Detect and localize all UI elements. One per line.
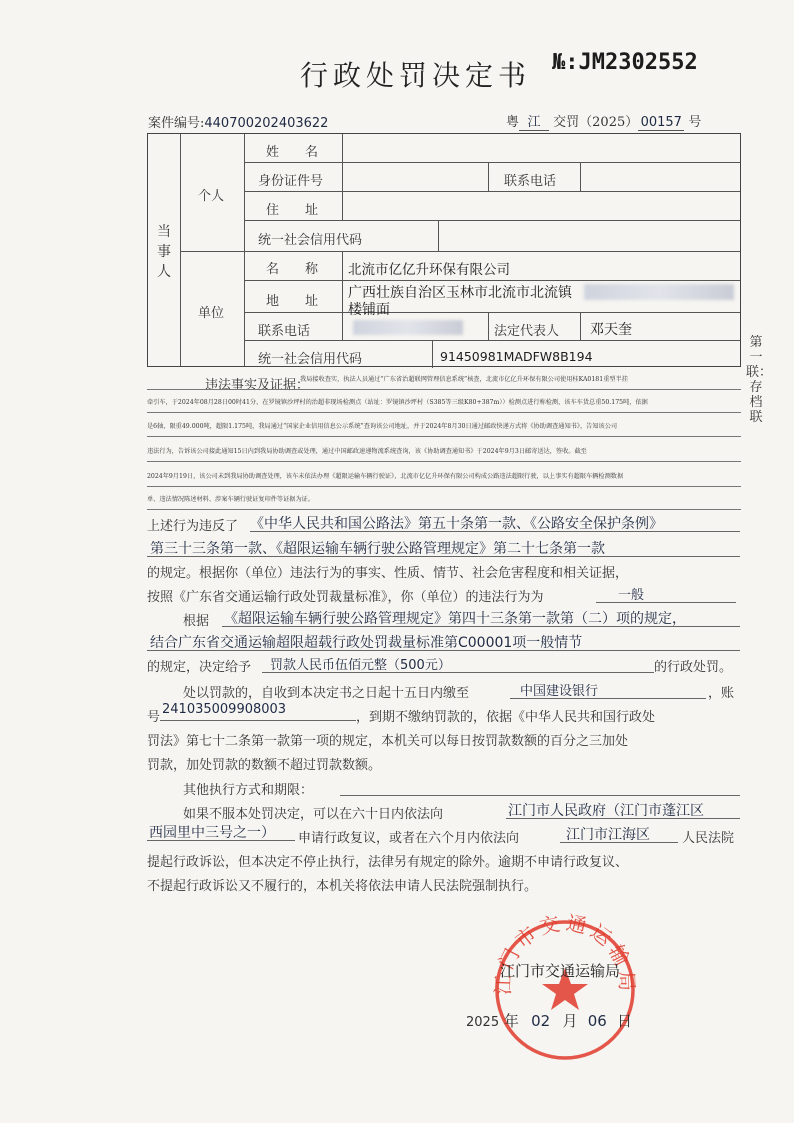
- payment-line-2: 罚法》第七十二条第一款第一项的规定，本机关可以每日按罚款数额的百分之三加处: [147, 734, 629, 749]
- basis-line-2: 结合广东省交通运输超限超载行政处罚裁量标准第C00001项一般情节: [150, 635, 583, 651]
- paragraph-1-line-2: 按照《广东省交通运输行政处罚裁量标准》，你（单位）的违法行为为: [147, 590, 544, 605]
- payment-continued: ，到期不缴纳罚款的，依据《中华人民共和国行政处: [356, 710, 656, 725]
- account-label: ，账: [708, 686, 735, 701]
- bank-name: 中国建设银行: [520, 684, 599, 699]
- case-number-label: 案件编号:: [148, 116, 205, 131]
- redacted-address: [584, 284, 734, 300]
- unit-label: 单位: [198, 306, 225, 321]
- ref-middle: 交罚（2025）: [553, 115, 639, 130]
- payment-line-3: 罚款，加处罚款的数额不超过罚款数额。: [147, 758, 382, 773]
- appeal-line-3: 提起行政诉讼，但本决定不停止执行，法律另有规定的除外。逾期不申请行政复议、: [147, 855, 629, 870]
- official-seal: [490, 912, 640, 1062]
- court-suffix: 人民法院: [682, 831, 735, 846]
- ref-region: 江: [519, 111, 549, 131]
- party-table: [147, 133, 741, 367]
- unit-address-line1: 广西壮族自治区玉林市北流市北流镇: [348, 285, 572, 301]
- violated-laws-2: 第三十三条第一款、《超限运输车辆行驶公路管理规定》第二十七条第一款: [150, 541, 605, 557]
- reference-number: [506, 111, 701, 131]
- payment-prefix: 处以罚款的，自收到本决定书之日起十五日内缴至: [183, 686, 470, 701]
- court-name: 江门市江海区: [566, 827, 650, 843]
- fact-line-3: 是6轴，限重49.000吨，超限1.175吨，我局通过“国家企业信用信息公示系统”查询该公司地址，并于2024年8月30日通过邮政快递方式将《协助调查通知书》，告知该公司: [147, 423, 618, 430]
- document-number: №:JM2302552: [552, 50, 698, 75]
- account-number: 241035009908003: [162, 702, 287, 717]
- date-day-label: 日: [617, 1012, 633, 1030]
- unit-credit-value: 91450981MADFW8B194: [440, 349, 593, 364]
- appeal-middle: 申请行政复议，或者在六个月内依法向: [298, 831, 520, 846]
- date-year: 2025: [466, 1015, 500, 1030]
- legal-rep-value: 邓天奎: [590, 322, 632, 338]
- review-org-line-2: 西园里中三号之一）: [149, 825, 275, 841]
- review-org-line-1: 江门市人民政府（江门市蓬江区: [508, 803, 704, 819]
- issuing-authority: 江门市交通运输局: [500, 962, 621, 980]
- individual-label: 个人: [198, 189, 225, 204]
- fact-line-5: 2024年9月19日，该公司未到我局协助调查处理，该车未依法办理《超限运输车辆行驶证》，北流市亿亿升环保有限公司构成公路违法超限行驶，以上事实有超限车辆检测数据: [147, 473, 624, 480]
- appeal-prefix: 如果不服本处罚决定，可以在六十日内依法向: [183, 807, 444, 822]
- account-prefix: 号: [147, 710, 161, 725]
- penalty-value: 罚款人民币伍佰元整（500元）: [270, 658, 451, 673]
- facts-heading: 违法事实及证据：: [205, 378, 310, 393]
- appeal-line-4: 不提起行政诉讼又不履行的，本机关将依法申请人民法院强制执行。: [147, 879, 538, 894]
- date-year-label: 年: [503, 1012, 519, 1030]
- date-month: 02: [531, 1012, 551, 1030]
- ref-prefix: 粤: [506, 115, 520, 130]
- unit-credit-label: 统一社会信用代码: [258, 352, 363, 367]
- decide-prefix: 的规定，决定给予: [147, 660, 252, 675]
- basis-prefix: 根据: [183, 614, 210, 629]
- unit-name-value: 北流市亿亿升环保有限公司: [348, 262, 510, 278]
- issue-date: [466, 1010, 632, 1031]
- ref-serial: 00157: [638, 115, 684, 131]
- severity-value: 一般: [618, 588, 645, 603]
- unit-address-label: 地 址: [266, 294, 319, 309]
- fact-line-2: 牵引车，于2024年08月28日00时41分，在罗镜镇沙坪村的治超非现场检测点（站址：罗镜镇沙坪村（S385等三级K80+387m））检测点进行称检测，该车车货总重50.175吨，依据: [147, 399, 648, 406]
- violate-intro: 上述行为违反了: [147, 519, 239, 534]
- case-number-value: 440700202403622: [204, 116, 329, 131]
- violated-laws-1: 《中华人民共和国公路法》第五十条第一款、《公路安全保护条例》: [250, 516, 663, 532]
- copy-label: 第一联：存档联: [746, 335, 773, 425]
- document-title: 行政处罚决定书: [300, 59, 532, 92]
- unit-address-line2: 楼铺面: [348, 302, 390, 318]
- date-month-label: 月: [562, 1012, 578, 1030]
- party-label: 当事人: [157, 224, 171, 280]
- basis-line-1: 《超限运输车辆行驶公路管理规定》第四十三条第一款第（二）项的规定，: [224, 611, 686, 627]
- address-label: 住 址: [266, 203, 319, 218]
- case-number: [148, 112, 328, 131]
- ref-suffix: 号: [688, 115, 702, 130]
- fact-line-1: 我局接收查实，执法人员通过“广东省治超联网管理信息系统”核查，北流市亿亿升环保有限公司使用桂KA0181重型半挂: [300, 376, 628, 383]
- paragraph-1-line-1: 的规定。根据你（单位）违法行为的事实、性质、情节、社会危害程度和相关证据，: [147, 566, 629, 581]
- other-execution-label: 其他执行方式和期限：: [183, 783, 314, 798]
- redacted-phone: [353, 320, 463, 335]
- unit-phone-label: 联系电话: [258, 324, 311, 339]
- fact-line-6: 单、违法情况陈述材料、涉案车辆行驶证复印件等证据为证。: [147, 496, 315, 503]
- svg-text:江门市交通运输局: 江门市交通运输局: [490, 912, 640, 996]
- decide-suffix: 的行政处罚。: [654, 660, 733, 675]
- fact-line-4: 违法行为，告诉该公司接此通知15日内到我局协助调查或处理，通过中国邮政速递物流系统查询，该《协助调查通知书》于2024年9月3日邮寄送达，签收。截至: [147, 448, 587, 455]
- unit-name-label: 名 称: [266, 262, 319, 277]
- name-label: 姓 名: [266, 145, 319, 160]
- phone-label: 联系电话: [504, 174, 557, 189]
- credit-code-label: 统一社会信用代码: [258, 233, 363, 248]
- date-day: 06: [587, 1012, 607, 1030]
- legal-rep-label: 法定代表人: [494, 324, 560, 339]
- id-label: 身份证件号: [258, 174, 324, 189]
